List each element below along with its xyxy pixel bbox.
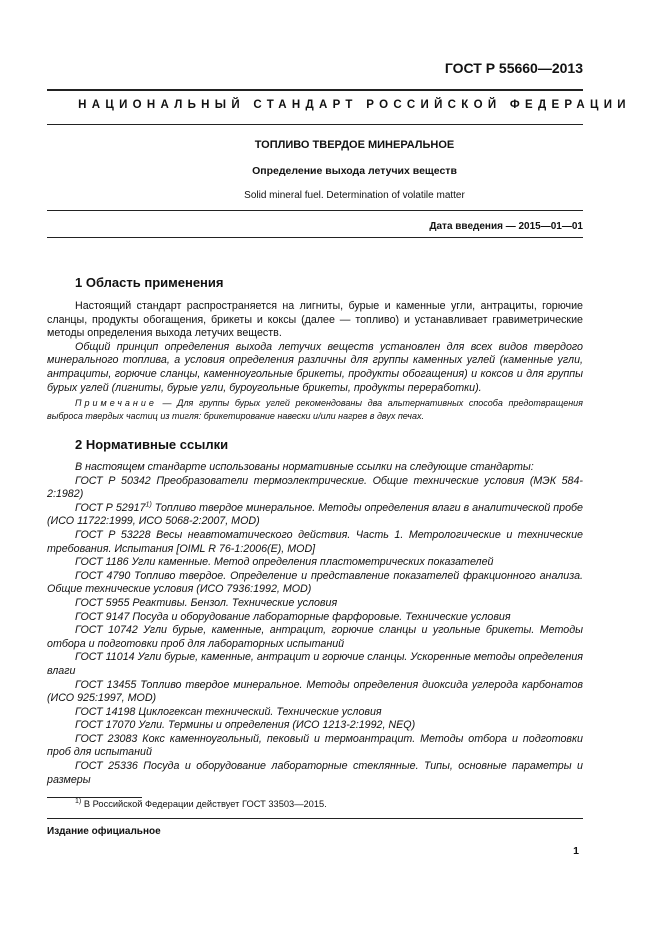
section-1-body — [47, 300, 583, 395]
reference-code: ГОСТ Р 52917 — [75, 501, 146, 514]
reference-item: ГОСТ 10742 Угли бурые, каменные, антрацит, горючие сланцы и угольные брикеты. Методы отбора и подготовки проб для лабораторных испытаний — [47, 624, 583, 650]
national-standard-label: НАЦИОНАЛЬНЫЙ СТАНДАРТ РОССИЙСКОЙ ФЕДЕРАЦИИ — [78, 99, 631, 111]
reference-item: ГОСТ 1186 Угли каменные. Метод определения пластометрических показателей — [75, 556, 494, 569]
footnote — [75, 799, 327, 809]
footnote-text: В Российской Федерации действует ГОСТ 33503—2015. — [81, 799, 327, 809]
reference-item: ГОСТ 25336 Посуда и оборудование лабораторные стеклянные. Типы, основные параметры и размеры — [47, 760, 583, 786]
introduction-date: Дата введения — 2015—01—01 — [429, 221, 583, 232]
note-text: — Для группы бурых углей рекомендованы два альтернативных способа предотвращения выброса твердых частиц из тигля: брикетирование навески и/или нагрев в двух печах. — [47, 398, 583, 421]
edition-label: Издание официальное — [47, 826, 161, 837]
section-1-paragraph-1: Настоящий стандарт распространяется на лигниты, бурые и каменные угли, антрациты, горючие сланцы, продукты обогащения, брикеты и коксы (далее — топливо) и устанавливает гравиметрические методы определения выхода летучих веществ. — [47, 300, 583, 340]
section-2-body — [47, 461, 583, 787]
footnote-separator — [47, 797, 142, 798]
document-code: ГОСТ Р 55660—2013 — [444, 60, 583, 76]
reference-title: Топливо твердое минеральное. Методы определения влаги в аналитической пробе (ИСО 11722:1999, ИСО 5068-2:2007, MOD) — [47, 501, 583, 528]
reference-item: ГОСТ 11014 Угли бурые, каменные, антрацит и горючие сланцы. Ускоренные методы определения влаги — [47, 651, 583, 677]
document-title: ТОПЛИВО ТВЕРДОЕ МИНЕРАЛЬНОЕ — [254, 139, 455, 151]
section-1-heading: 1 Область применения — [75, 275, 224, 290]
section-1-paragraph-2: Общий принцип определения выхода летучих веществ установлен для всех видов твердого минерального топлива, а условия определения различны для группы каменных углей (каменные угли, антрациты, горючие сланцы, каменноугольные брикеты, продукты обогащения) и коксов и для группы бурых углей (лигниты, бурые угли, буроугольные брикеты, продукты переработки). — [47, 340, 583, 394]
section-1-note — [47, 397, 583, 422]
reference-item: ГОСТ 13455 Топливо твердое минеральное. Методы определения диоксида углерода карбонатов (ИСО 925:1997, MOD) — [47, 678, 583, 705]
note-label: Примечание — [75, 398, 157, 408]
reference-item: ГОСТ Р 53228 Весы неавтоматического действия. Часть 1. Метрологические и технические требования. Испытания [OIML R 76-1:2006(E), MOD] — [47, 528, 583, 555]
footnote-mark: 1) — [75, 797, 82, 805]
reference-item — [47, 502, 583, 529]
reference-item: ГОСТ 5955 Реактивы. Бензол. Технические условия — [75, 596, 338, 609]
document-subtitle: Определение выхода летучих веществ — [252, 165, 457, 177]
section-2-heading: 2 Нормативные ссылки — [75, 437, 229, 452]
reference-item: ГОСТ 17070 Угли. Термины и определения (ИСО 1213-2:1992, NEQ) — [75, 719, 416, 732]
reference-item: ГОСТ Р 50342 Преобразователи термоэлектрические. Общие технические условия (МЭК 584-2:1982) — [47, 474, 583, 501]
reference-item: ГОСТ 9147 Посуда и оборудование лабораторные фарфоровые. Технические условия — [75, 610, 511, 623]
reference-item: ГОСТ 23083 Кокс каменноугольный, пековый и термоантрацит. Методы отбора и подготовки проб для испытаний — [47, 732, 583, 759]
page-number: 1 — [573, 845, 579, 857]
references-intro: В настоящем стандарте использованы нормативные ссылки на следующие стандарты: — [75, 461, 534, 473]
reference-item: ГОСТ 14198 Циклогексан технический. Технические условия — [75, 705, 382, 718]
reference-item: ГОСТ 4790 Топливо твердое. Определение и представление показателей фракционного анализа. Общие технические условия (ИСО 7936:1992, MOD) — [47, 569, 583, 596]
title-rule-bottom — [47, 210, 583, 211]
date-rule — [47, 237, 583, 238]
header-rule — [47, 89, 583, 91]
title-rule-top — [47, 124, 583, 125]
footnote-marker[interactable]: 1) — [145, 501, 152, 509]
document-title-english: Solid mineral fuel. Determination of volatile matter — [244, 190, 465, 201]
footer-rule — [47, 818, 583, 819]
